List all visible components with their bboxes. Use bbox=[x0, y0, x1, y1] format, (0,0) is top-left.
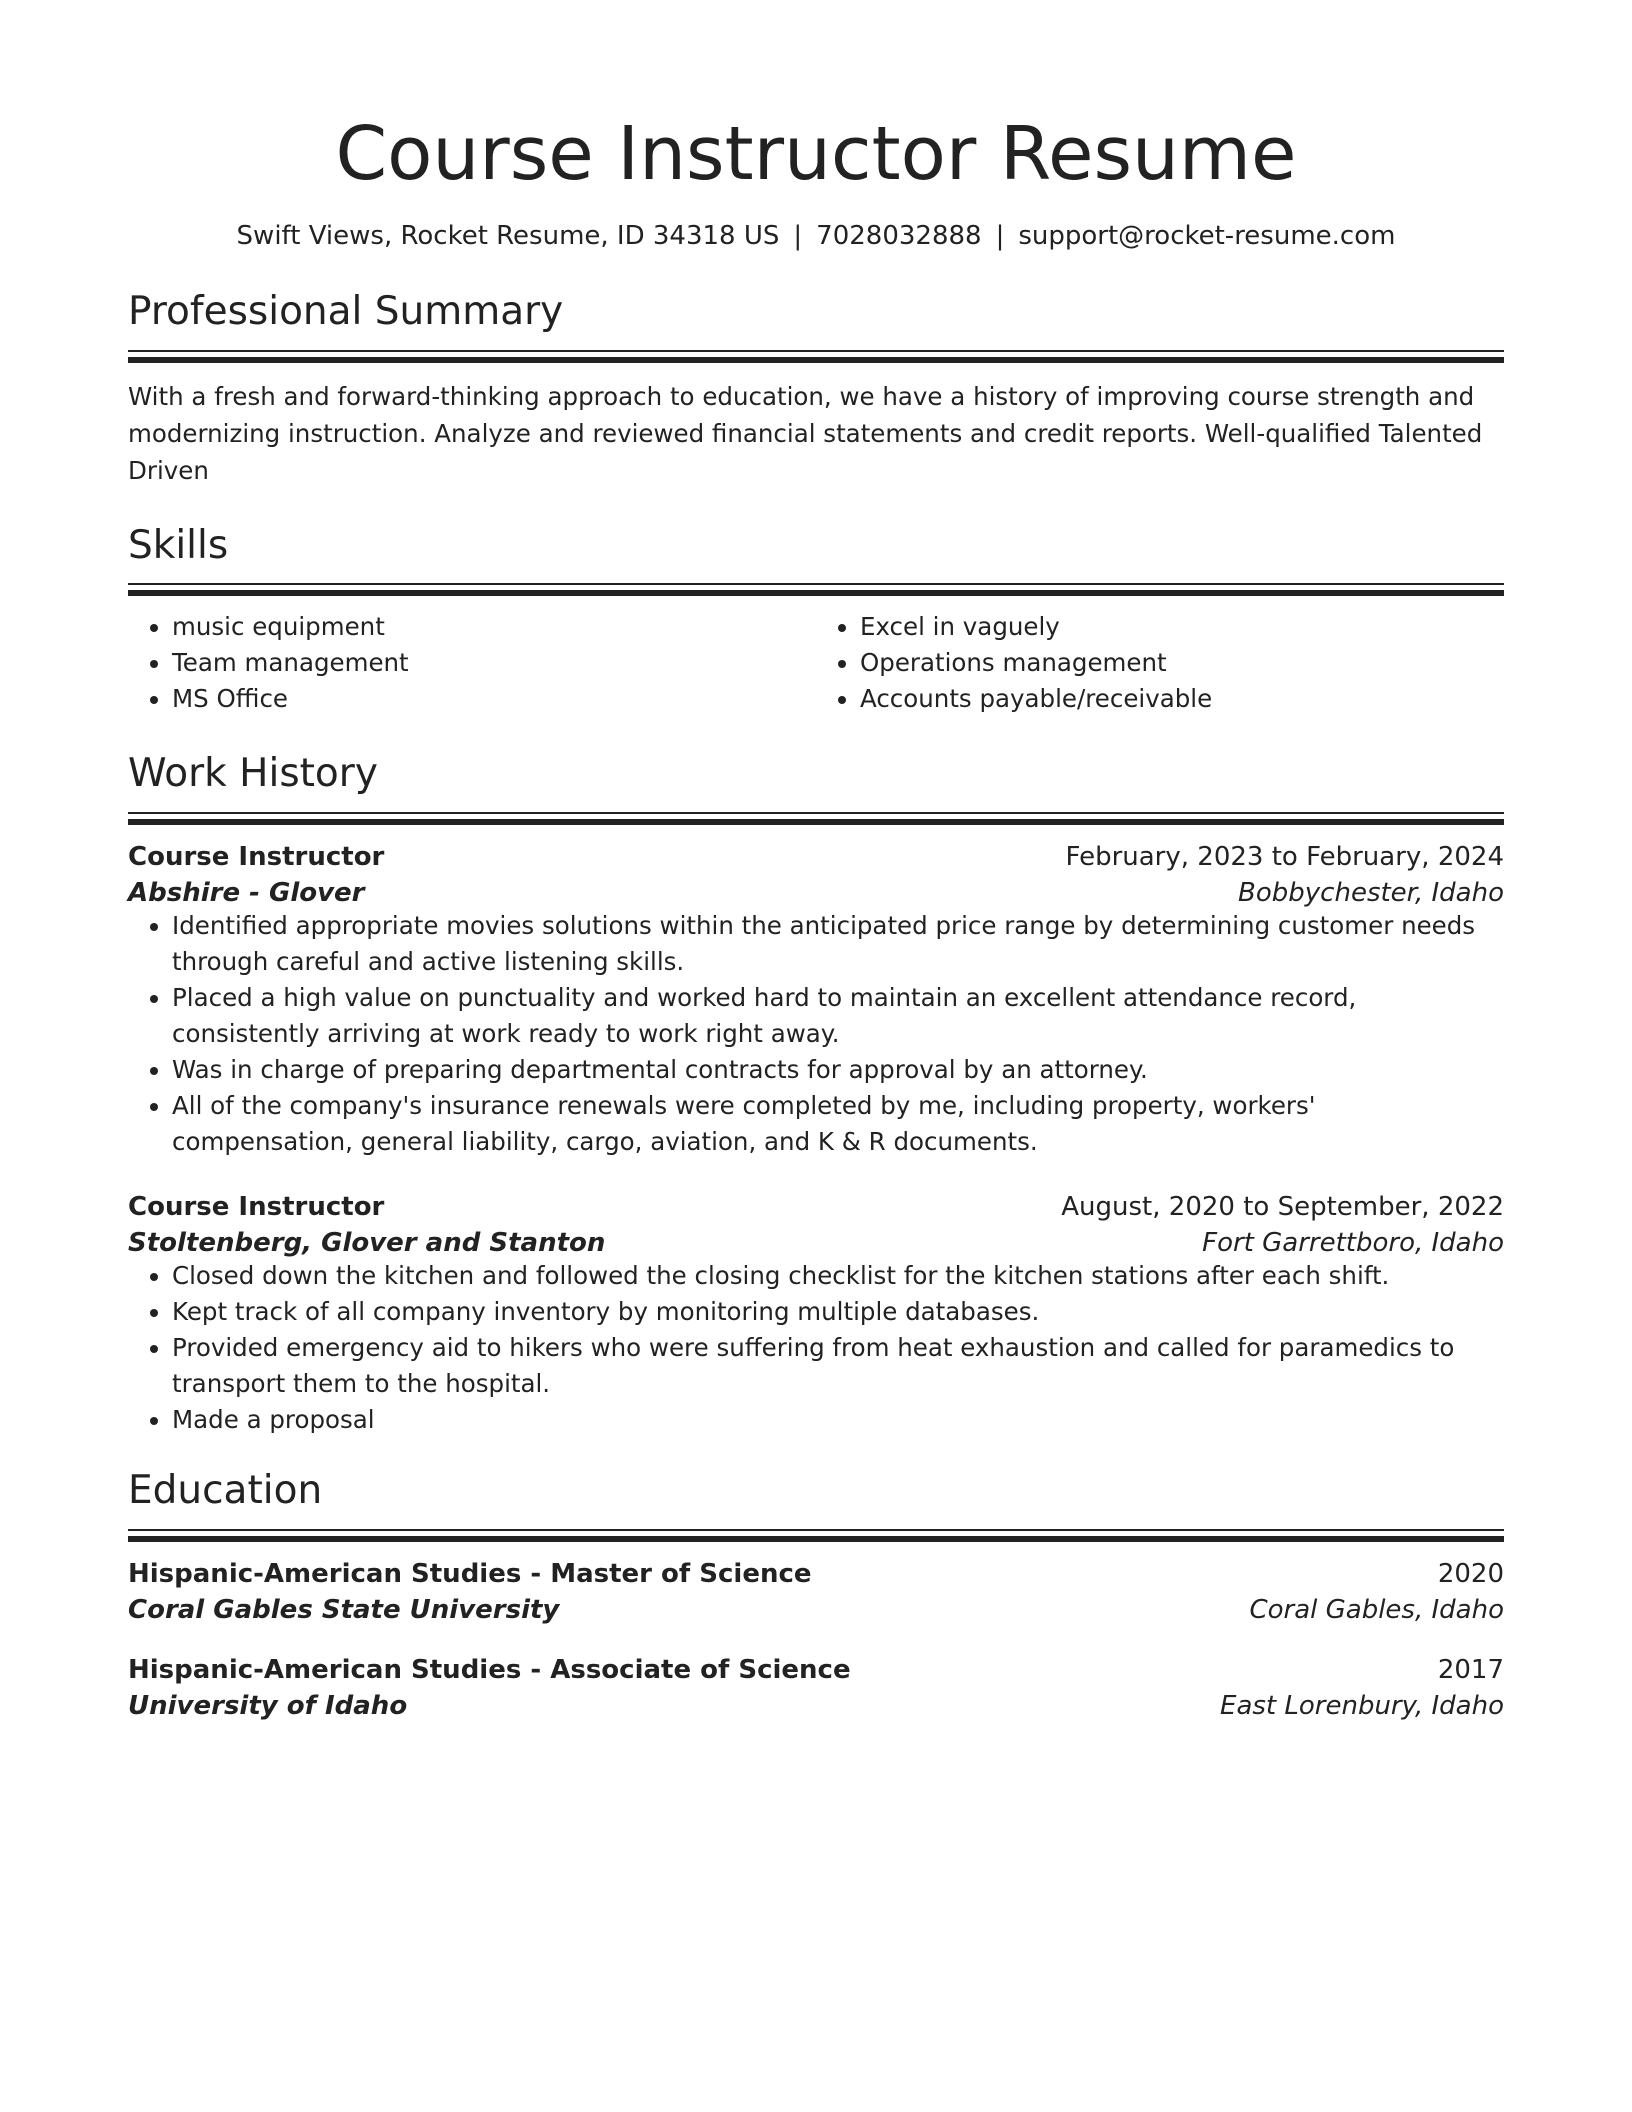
summary-section bbox=[128, 289, 1504, 489]
job-location: Fort Garrettboro, Idaho bbox=[1202, 1228, 1504, 1259]
job-bullet: • All of the company's insurance renewals were completed by me, including property, workers' compensation, general liability, cargo, aviation, and K & R documents. bbox=[172, 1088, 1504, 1160]
education-heading: Education bbox=[128, 1468, 323, 1514]
job-bullet: • Kept track of all company inventory by monitoring multiple databases. bbox=[172, 1294, 1504, 1330]
skill-item: • Excel in vaguely bbox=[860, 609, 1504, 645]
skills-section bbox=[128, 523, 1504, 718]
work-heading: Work History bbox=[128, 751, 378, 797]
job-dates: February, 2023 to February, 2024 bbox=[1065, 842, 1504, 873]
job-bullet: • Closed down the kitchen and followed the closing checklist for the kitchen stations after each shift. bbox=[172, 1258, 1504, 1294]
education-location: East Lorenbury, Idaho bbox=[1220, 1690, 1504, 1721]
contact-line bbox=[128, 221, 1504, 251]
job-company: Abshire - Glover bbox=[128, 878, 365, 909]
contact-email[interactable]: support@rocket-resume.com bbox=[1018, 220, 1396, 251]
job-header bbox=[128, 1192, 1504, 1222]
education-location: Coral Gables, Idaho bbox=[1249, 1594, 1504, 1625]
education-school: University of Idaho bbox=[128, 1690, 408, 1721]
contact-address: Swift Views, Rocket Resume, ID 34318 US bbox=[236, 220, 780, 251]
education-entry bbox=[128, 1559, 1504, 1625]
job-location: Bobbychester, Idaho bbox=[1238, 878, 1504, 909]
job-title: Course Instructor bbox=[128, 842, 385, 873]
job-dates: August, 2020 to September, 2022 bbox=[1061, 1192, 1504, 1223]
job-subheader bbox=[128, 878, 1504, 908]
skill-item: • music equipment bbox=[172, 609, 816, 645]
skills-heading: Skills bbox=[128, 522, 229, 568]
contact-separator: | bbox=[793, 220, 803, 251]
summary-text: With a fresh and forward-thinking approach to education, we have a history of improving course strength and modernizing instruction. Analyze and reviewed financial statements and credit reports. Well-qualified Talented Driven bbox=[128, 381, 1483, 485]
resume-title: Course Instructor Resume bbox=[335, 111, 1297, 197]
education-degree: Hispanic-American Studies - Master of Science bbox=[128, 1558, 812, 1589]
contact-separator: | bbox=[995, 220, 1005, 251]
job-header bbox=[128, 842, 1504, 872]
education-entry bbox=[128, 1655, 1504, 1721]
section-divider bbox=[128, 583, 1504, 597]
job-bullet: • Placed a high value on punctuality and worked hard to maintain an excellent attendance record, consistently arriving at work ready to work right away. bbox=[172, 980, 1504, 1052]
job-entry bbox=[128, 1192, 1504, 1438]
skills-columns bbox=[128, 609, 1504, 717]
work-section bbox=[128, 751, 1504, 1438]
education-subheader bbox=[128, 1595, 1504, 1625]
job-bullet: • Identified appropriate movies solutions within the anticipated price range by determining customer needs through careful and active listening skills. bbox=[172, 908, 1504, 980]
section-divider bbox=[128, 350, 1504, 364]
skill-item: • Accounts payable/receivable bbox=[860, 681, 1504, 717]
job-subheader bbox=[128, 1228, 1504, 1258]
job-company: Stoltenberg, Glover and Stanton bbox=[128, 1228, 606, 1259]
education-year: 2020 bbox=[1437, 1558, 1504, 1589]
education-school: Coral Gables State University bbox=[128, 1594, 560, 1625]
job-bullet: • Made a proposal bbox=[172, 1402, 1504, 1438]
education-header bbox=[128, 1655, 1504, 1685]
education-section bbox=[128, 1468, 1504, 1721]
job-bullet: • Was in charge of preparing departmental contracts for approval by an attorney. bbox=[172, 1052, 1504, 1088]
contact-phone: 7028032888 bbox=[816, 220, 982, 251]
summary-heading: Professional Summary bbox=[128, 288, 564, 334]
skill-item: • MS Office bbox=[172, 681, 816, 717]
skill-item: • Operations management bbox=[860, 645, 1504, 681]
education-degree: Hispanic-American Studies - Associate of Science bbox=[128, 1654, 851, 1685]
job-entry bbox=[128, 842, 1504, 1160]
job-bullets bbox=[128, 908, 1504, 1160]
section-divider bbox=[128, 812, 1504, 826]
skills-list-left bbox=[128, 609, 816, 717]
education-subheader bbox=[128, 1691, 1504, 1721]
skill-item: • Team management bbox=[172, 645, 816, 681]
job-bullets bbox=[128, 1258, 1504, 1438]
skills-list-right bbox=[816, 609, 1504, 717]
job-title: Course Instructor bbox=[128, 1192, 385, 1223]
section-divider bbox=[128, 1529, 1504, 1543]
education-year: 2017 bbox=[1437, 1654, 1504, 1685]
job-bullet: • Provided emergency aid to hikers who were suffering from heat exhaustion and called for paramedics to transport them to the hospital. bbox=[172, 1330, 1504, 1402]
education-header bbox=[128, 1559, 1504, 1589]
